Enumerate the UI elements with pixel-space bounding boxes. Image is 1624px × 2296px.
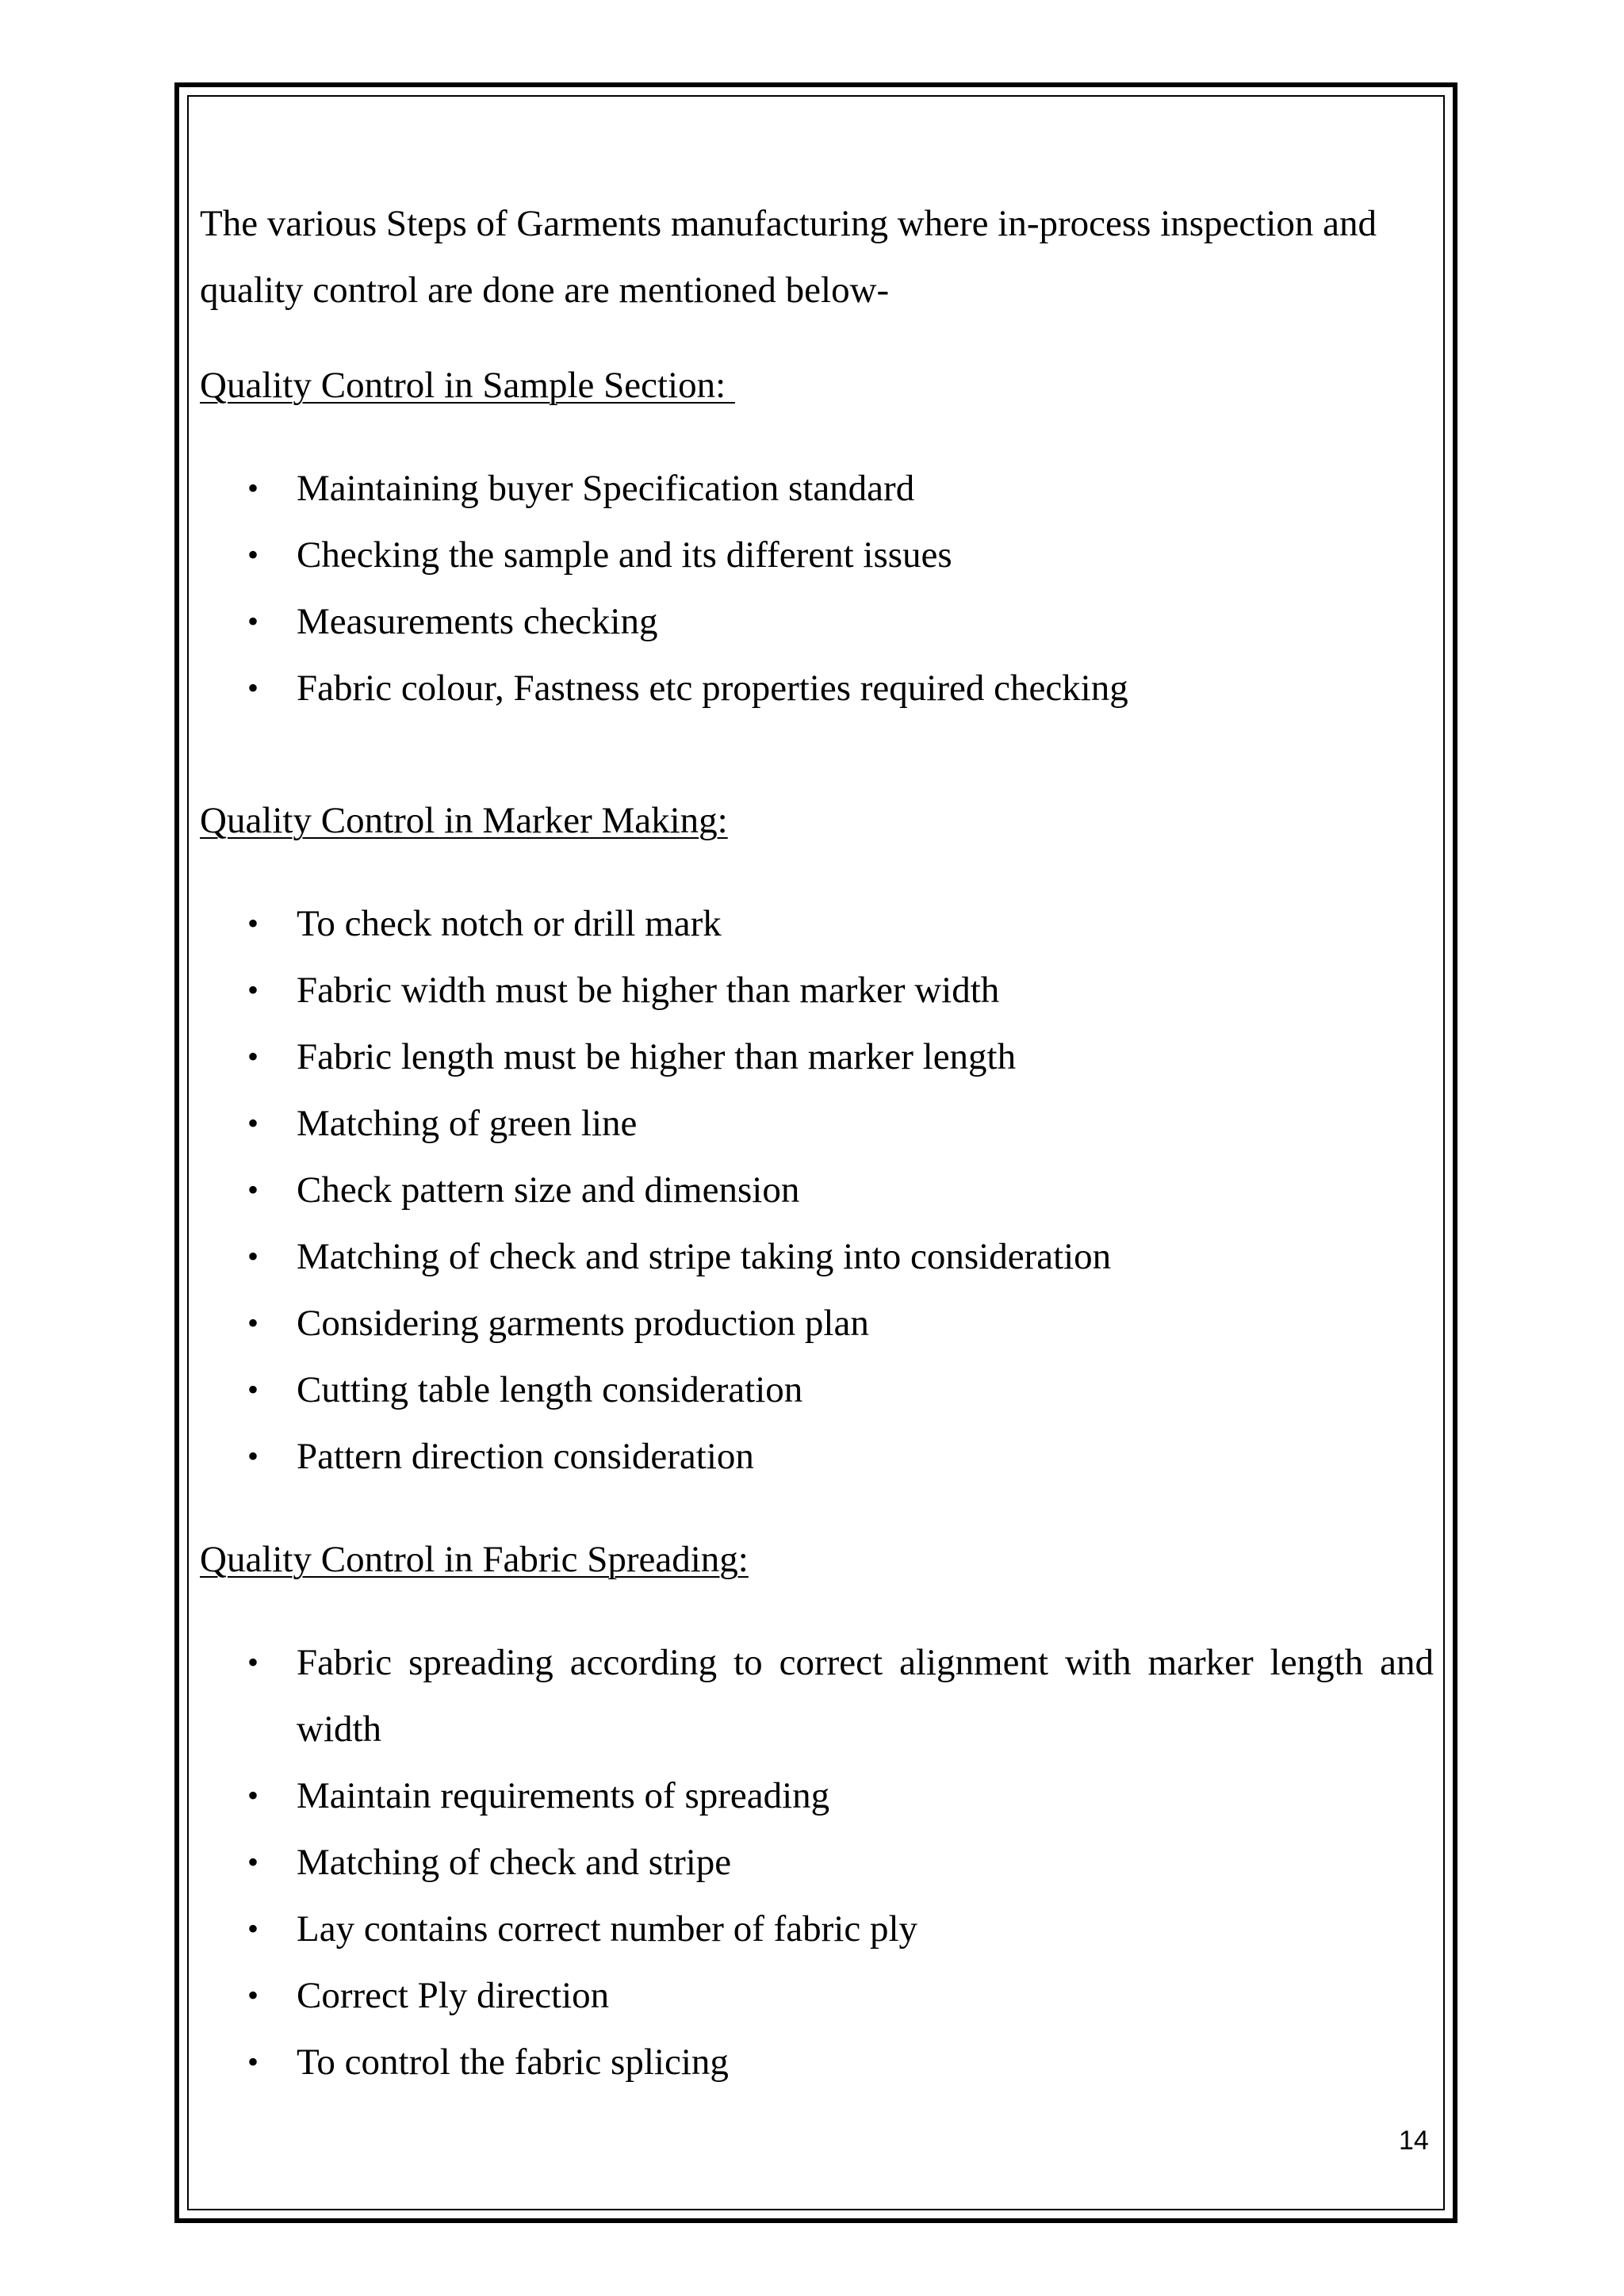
bullet-icon: • <box>247 470 259 506</box>
list-item: • Fabric length must be higher than marker length <box>200 1024 1434 1090</box>
list-item: • Matching of check and stripe taking into consideration <box>200 1223 1434 1290</box>
list-item: • Matching of check and stripe <box>200 1829 1434 1896</box>
bullet-icon: • <box>247 972 259 1008</box>
page-content <box>200 190 1434 2095</box>
bullet-icon: • <box>247 1911 259 1946</box>
section-heading-spreading: Quality Control in Fabric Spreading: <box>200 1539 749 1580</box>
list-item: • Matching of green line <box>200 1090 1434 1157</box>
bullet-list-marker <box>200 890 1434 1490</box>
list-item: • Fabric colour, Fastness etc properties required checking <box>200 655 1434 721</box>
list-item: • Fabric width must be higher than marker width <box>200 957 1434 1024</box>
page-number: 14 <box>1399 2126 1429 2156</box>
list-item: • Considering garments production plan <box>200 1290 1434 1357</box>
bullet-icon: • <box>247 1438 259 1474</box>
bullet-icon: • <box>247 1105 259 1141</box>
bullet-icon: • <box>247 1372 259 1407</box>
intro-paragraph: The various Steps of Garments manufacturing where in-process inspection and quality control are done are mentioned below- <box>200 203 1377 311</box>
list-item: • Correct Ply direction <box>200 1962 1434 2029</box>
bullet-icon: • <box>247 1777 259 1813</box>
list-item: • To control the fabric splicing <box>200 2029 1434 2095</box>
bullet-list-sample <box>200 455 1434 721</box>
list-item: • Measurements checking <box>200 588 1434 655</box>
list-item: • Cutting table length consideration <box>200 1357 1434 1423</box>
bullet-icon: • <box>247 2044 259 2080</box>
list-item: • To check notch or drill mark <box>200 890 1434 957</box>
bullet-icon: • <box>247 1644 259 1680</box>
list-item: • Checking the sample and its different issues <box>200 522 1434 588</box>
bullet-icon: • <box>247 1039 259 1074</box>
list-item: • Pattern direction consideration <box>200 1423 1434 1490</box>
bullet-icon: • <box>247 1305 259 1341</box>
bullet-icon: • <box>247 670 259 706</box>
list-item: • Lay contains correct number of fabric ply <box>200 1896 1434 1962</box>
bullet-icon: • <box>247 1977 259 2013</box>
section-heading-marker: Quality Control in Marker Making: <box>200 800 728 841</box>
bullet-icon: • <box>247 1238 259 1274</box>
bullet-icon: • <box>247 905 259 941</box>
bullet-icon: • <box>247 1844 259 1880</box>
list-item: • Maintaining buyer Specification standard <box>200 455 1434 522</box>
bullet-icon: • <box>247 537 259 572</box>
bullet-icon: • <box>247 603 259 639</box>
bullet-list-spreading <box>200 1629 1434 2095</box>
section-heading-sample: Quality Control in Sample Section: <box>200 365 735 406</box>
list-item: • Fabric spreading according to correct alignment with marker length and width <box>200 1629 1434 1762</box>
bullet-icon: • <box>247 1172 259 1207</box>
list-item: • Maintain requirements of spreading <box>200 1762 1434 1829</box>
list-item: • Check pattern size and dimension <box>200 1157 1434 1223</box>
